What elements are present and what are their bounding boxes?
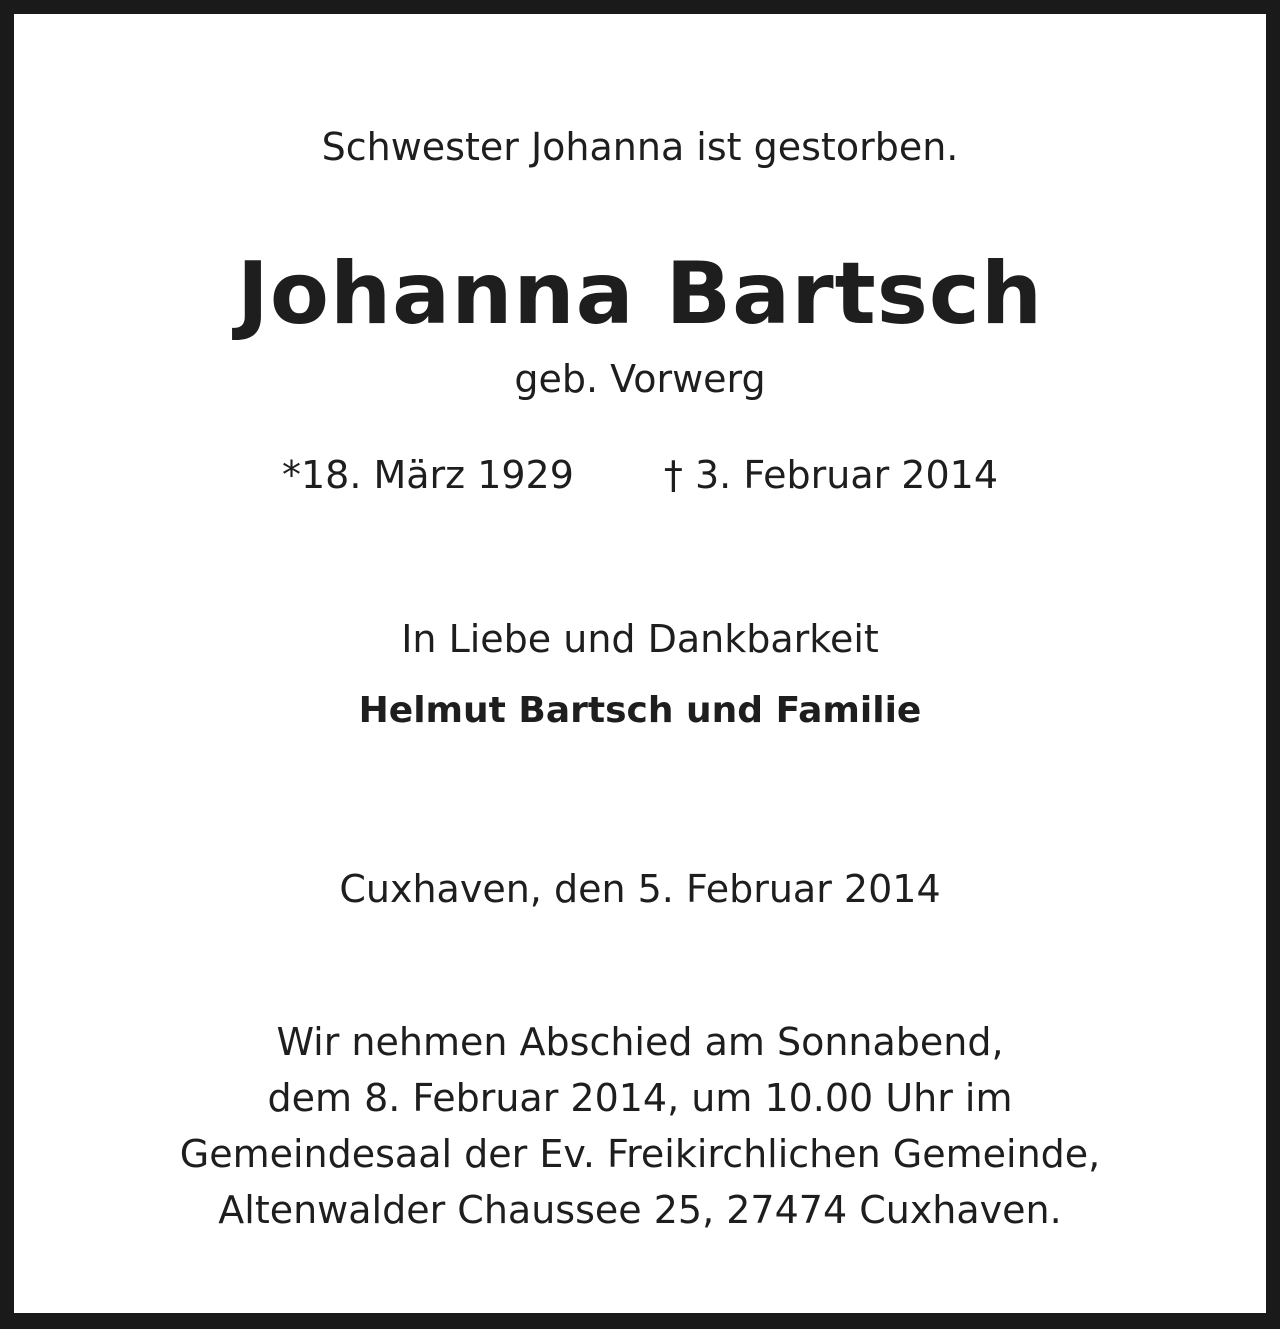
farewell-line: Gemeindesaal der Ev. Freikirchlichen Gemeinde, [179, 1132, 1101, 1176]
deceased-name: Johanna Bartsch [236, 244, 1044, 344]
place-and-date: Cuxhaven, den 5. Februar 2014 [339, 867, 941, 911]
farewell-line: Wir nehmen Abschied am Sonnabend, [276, 1020, 1004, 1064]
dedication-text: In Liebe und Dankbarkeit [401, 617, 879, 661]
family-signature: Helmut Bartsch und Familie [358, 690, 922, 731]
life-dates [14, 452, 1266, 498]
death-date: † 3. Februar 2014 [663, 453, 999, 497]
birth-date: *18. März 1929 [281, 453, 574, 497]
farewell-line: Altenwalder Chaussee 25, 27474 Cuxhaven. [218, 1188, 1062, 1232]
intro-text: Schwester Johanna ist gestorben. [321, 125, 959, 169]
maiden-name: geb. Vorwerg [514, 357, 766, 401]
farewell-line: dem 8. Februar 2014, um 10.00 Uhr im [267, 1076, 1013, 1120]
farewell-announcement [14, 1014, 1266, 1238]
